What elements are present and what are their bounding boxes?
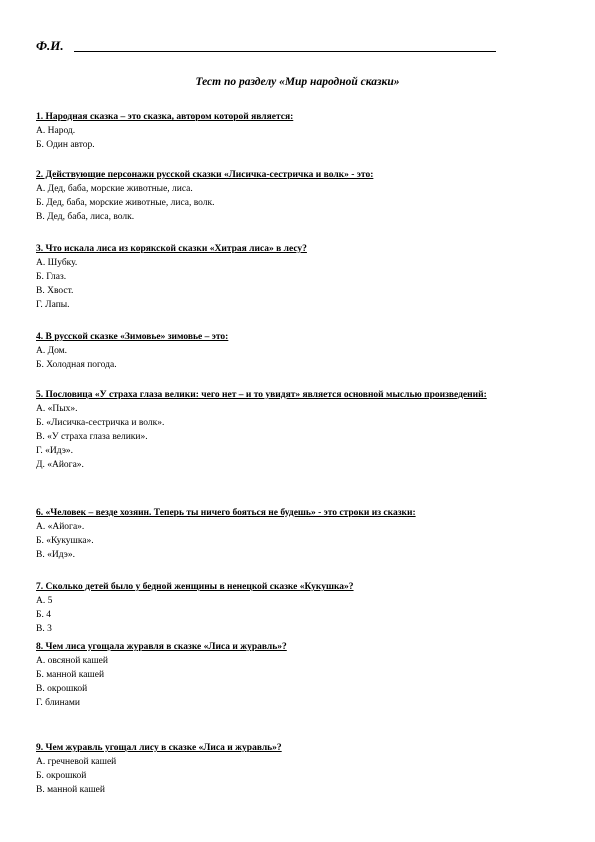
answer-option: А. «Пых». <box>36 404 78 414</box>
question-text: 8. Чем лиса угощала журавля в сказке «Лиса и журавль»? <box>36 642 287 652</box>
question-2 <box>36 168 536 224</box>
name-input-line[interactable] <box>74 51 496 52</box>
answer-option: А. Шубку. <box>36 258 78 268</box>
question-text: 4. В русской сказке «Зимовье» зимовье – это: <box>36 332 229 342</box>
answer-option: А. Дом. <box>36 346 68 356</box>
answer-option: В. «Идэ». <box>36 550 75 560</box>
question-1 <box>36 110 536 152</box>
answer-option: А. Дед, баба, морские животные, лиса. <box>36 184 193 194</box>
answer-option: В. Хвост. <box>36 286 74 296</box>
answer-option: В. 3 <box>36 624 52 634</box>
answer-option: А. гречневой кашей <box>36 757 117 767</box>
answer-option: Д. «Айога». <box>36 460 84 470</box>
name-field-row <box>36 38 496 54</box>
answer-option: Б. «Лисичка-сестричка и волк». <box>36 418 165 428</box>
answer-option: Г. Лапы. <box>36 300 70 310</box>
question-4 <box>36 330 536 372</box>
answer-option: Б. «Кукушка». <box>36 536 94 546</box>
answer-option: В. Дед, баба, лиса, волк. <box>36 212 135 222</box>
question-5 <box>36 388 536 472</box>
answer-option: Б. Холодная погода. <box>36 360 117 370</box>
answer-option: А. Народ. <box>36 126 76 136</box>
question-text: 7. Сколько детей было у бедной женщины в ненецкой сказке «Кукушка»? <box>36 582 354 592</box>
question-text: 6. «Человек – везде хозяин. Теперь ты ничего бояться не будешь» - это строки из сказки: <box>36 508 416 518</box>
question-text: 5. Пословица «У страха глаза велики: чего нет – и то увидят» является основной мыслью произведений: <box>36 390 487 400</box>
answer-option: В. окрошкой <box>36 684 88 694</box>
answer-option: Б. 4 <box>36 610 51 620</box>
question-9 <box>36 741 536 797</box>
answer-option: Б. Глаз. <box>36 272 67 282</box>
answer-option: Б. Один автор. <box>36 140 95 150</box>
question-6 <box>36 506 536 562</box>
answer-option: Б. манной кашей <box>36 670 105 680</box>
question-text: 1. Народная сказка – это сказка, автором которой является: <box>36 112 294 122</box>
answer-option: В. «У страха глаза велики». <box>36 432 148 442</box>
answer-option: А. «Айога». <box>36 522 85 532</box>
question-text: 3. Что искала лиса из корякской сказки «Хитрая лиса» в лесу? <box>36 244 307 254</box>
answer-option: А. 5 <box>36 596 53 606</box>
answer-option: Г. блинами <box>36 698 80 708</box>
answer-option: Б. Дед, баба, морские животные, лиса, волк. <box>36 198 215 208</box>
name-label: Ф.И. <box>36 38 64 53</box>
question-7 <box>36 580 536 636</box>
page-title: Тест по разделу «Мир народной сказки» <box>195 76 400 88</box>
question-text: 9. Чем журавль угощал лису в сказке «Лиса и журавль»? <box>36 743 282 753</box>
answer-option: Б. окрошкой <box>36 771 87 781</box>
answer-option: Г. «Идэ». <box>36 446 74 456</box>
answer-option: В. манной кашей <box>36 785 105 795</box>
question-8 <box>36 640 536 710</box>
question-3 <box>36 242 536 312</box>
answer-option: А. овсяной кашей <box>36 656 108 666</box>
question-text: 2. Действующие персонажи русской сказки «Лисичка-сестричка и волк» - это: <box>36 170 374 180</box>
